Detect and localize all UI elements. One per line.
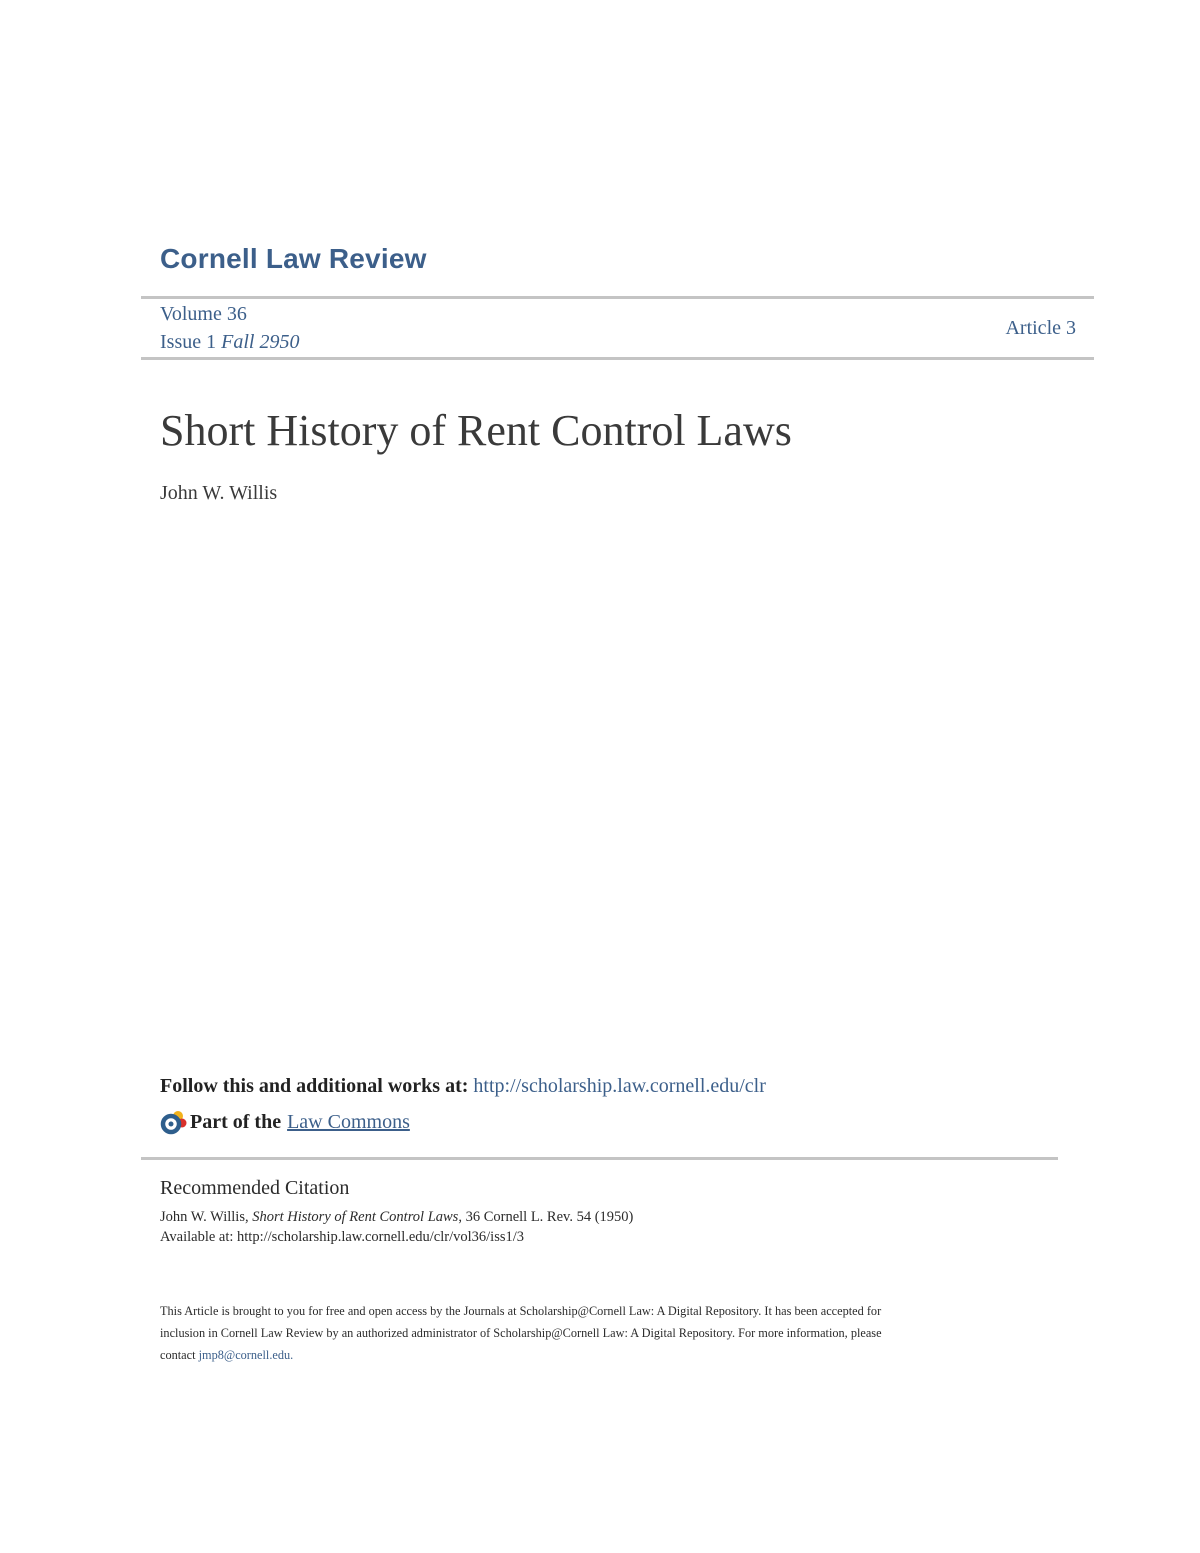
notice-line-1: This Article is brought to you for free and open access by the Journals at Scholarship@Cornell Law: A Digital Repository. It has been accepted for (160, 1304, 882, 1318)
citation-available-at[interactable]: Available at: http://scholarship.law.cornell.edu/clr/vol36/iss1/3 (160, 1229, 525, 1245)
citation-rule (141, 1157, 1058, 1160)
journal-title[interactable]: Cornell Law Review (160, 243, 427, 274)
part-of-label: Part of the (190, 1110, 282, 1133)
notice-line-2: inclusion in Cornell Law Review by an authorized administrator of Scholarship@Cornell Law: A Digital Repository. For more information, please (160, 1326, 882, 1340)
volume-link[interactable]: Volume 36 (160, 303, 247, 325)
issue-season[interactable]: Fall 2950 (221, 331, 300, 353)
citation-title: Short History of Rent Control Laws (252, 1209, 459, 1225)
follow-url-link[interactable]: http://scholarship.law.cornell.edu/clr (473, 1075, 766, 1097)
citation-source: , 36 Cornell L. Rev. 54 (1950) (458, 1209, 634, 1225)
follow-line (160, 1075, 766, 1098)
follow-label: Follow this and additional works at: (160, 1075, 469, 1097)
header-bottom-rule (141, 357, 1094, 360)
access-notice (160, 1300, 1040, 1366)
document-title: Short History of Rent Control Laws (160, 406, 792, 455)
citation-text (160, 1209, 633, 1226)
commons-network-icon (160, 1108, 188, 1136)
issue-line[interactable] (160, 331, 299, 354)
issue-link[interactable]: Issue 1 (160, 331, 217, 353)
contact-email-link[interactable]: jmp8@cornell.edu. (198, 1348, 294, 1362)
notice-contact-label: contact (160, 1348, 196, 1362)
recommended-citation-heading: Recommended Citation (160, 1177, 350, 1199)
article-link[interactable]: Article 3 (1005, 317, 1076, 339)
document-author: John W. Willis (160, 482, 278, 504)
header-top-rule (141, 296, 1094, 299)
notice-line-3 (160, 1344, 1040, 1366)
citation-author: John W. Willis, (160, 1209, 249, 1225)
part-of-line (160, 1108, 410, 1136)
law-commons-link[interactable]: Law Commons (287, 1110, 410, 1133)
